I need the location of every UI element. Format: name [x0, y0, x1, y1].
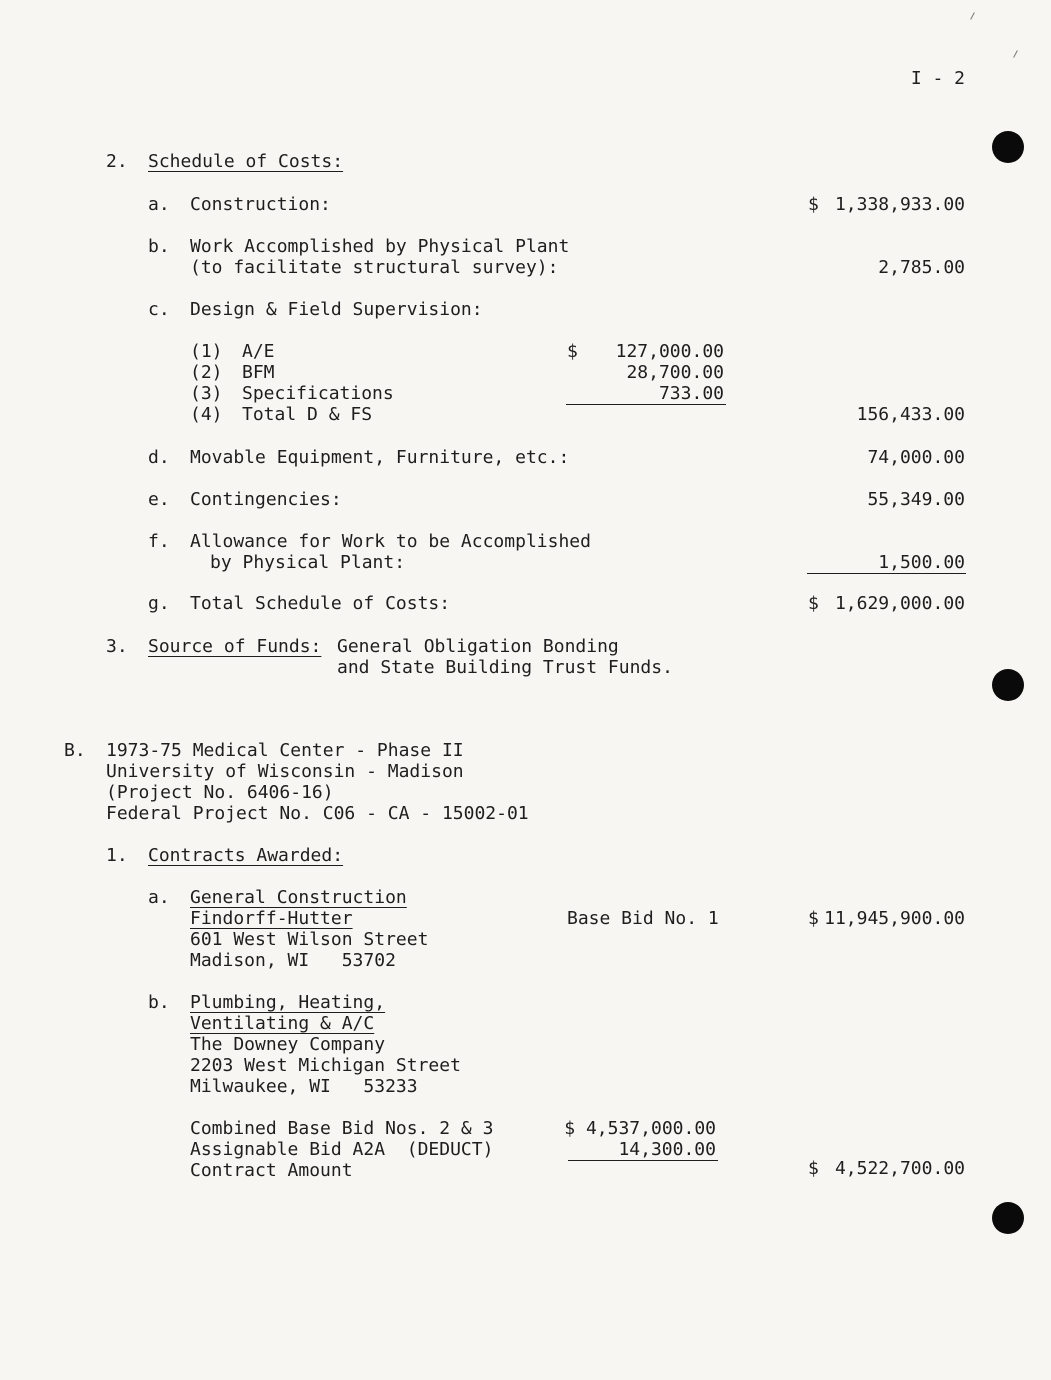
item-label: Movable Equipment, Furniture, etc.:	[190, 447, 570, 468]
item-letter: e.	[148, 489, 170, 510]
subitem-label: BFM	[242, 362, 275, 383]
section-number: 3.	[106, 636, 128, 657]
bid-label: Base Bid No. 1	[567, 908, 719, 929]
contract-category-cont: Ventilating & A/C	[190, 1013, 375, 1034]
subitem-number: (4)	[190, 404, 223, 425]
item-letter: d.	[148, 447, 170, 468]
contract-category: Plumbing, Heating,	[190, 992, 386, 1013]
punch-hole-middle	[992, 669, 1024, 701]
item-label: Allowance for Work to be Accomplished	[190, 531, 591, 552]
funding-source-cont: and State Building Trust Funds.	[337, 657, 673, 678]
section-letter: B.	[64, 740, 86, 761]
bid-label: Assignable Bid A2A (DEDUCT)	[190, 1139, 494, 1160]
federal-project-number: Federal Project No. C06 - CA - 15002-01	[106, 803, 529, 824]
item-amount: 74,000.00	[867, 447, 965, 468]
item-letter: c.	[148, 299, 170, 320]
dollar-sign: $	[808, 593, 819, 614]
item-label: Design & Field Supervision:	[190, 299, 483, 320]
item-letter: a.	[148, 194, 170, 215]
contract-amount: 4,522,700.00	[834, 1158, 965, 1179]
item-amount: 156,433.00	[856, 404, 965, 425]
section-title: Schedule of Costs:	[148, 151, 344, 172]
subitem-amount: 733.00	[658, 383, 724, 404]
stray-mark	[1013, 50, 1018, 58]
project-number: (Project No. 6406-16)	[106, 782, 334, 803]
stray-mark	[970, 12, 975, 20]
item-letter: f.	[148, 531, 170, 552]
item-label-cont: by Physical Plant:	[210, 552, 406, 573]
contractor-city: Madison, WI 53702	[190, 950, 396, 971]
item-amount: 55,349.00	[867, 489, 965, 510]
item-letter: b.	[148, 992, 170, 1013]
subtotal-rule	[566, 404, 726, 405]
bid-amount: 14,300.00	[618, 1139, 716, 1160]
subitem-label: A/E	[242, 341, 275, 362]
item-letter: b.	[148, 236, 170, 257]
subitem-number: (1)	[190, 341, 223, 362]
punch-hole-bottom	[992, 1202, 1024, 1234]
item-label: Work Accomplished by Physical Plant	[190, 236, 570, 257]
dollar-sign: $	[808, 1158, 819, 1179]
item-label-cont: (to facilitate structural survey):	[190, 257, 559, 278]
subitem-number: (3)	[190, 383, 223, 404]
dollar-sign: $	[567, 341, 578, 362]
subtotal-rule	[568, 1160, 718, 1161]
contract-category: General Construction	[190, 887, 407, 908]
section-title: Source of Funds:	[148, 636, 322, 657]
total-amount: 1,629,000.00	[834, 593, 965, 614]
section-number: 1.	[106, 845, 128, 866]
section-title: Contracts Awarded:	[148, 845, 344, 866]
item-label: Contingencies:	[190, 489, 342, 510]
subitem-amount: 127,000.00	[615, 341, 724, 362]
contract-amount: 11,945,900.00	[824, 908, 965, 929]
dollar-sign: $	[808, 194, 819, 215]
item-amount: 2,785.00	[878, 257, 965, 278]
total-rule	[807, 573, 966, 574]
contractor-address: 601 West Wilson Street	[190, 929, 429, 950]
contractor-city: Milwaukee, WI 53233	[190, 1076, 418, 1097]
page-number: I - 2	[910, 68, 965, 89]
project-title: 1973-75 Medical Center - Phase II	[106, 740, 464, 761]
item-letter: a.	[148, 887, 170, 908]
bid-label: Contract Amount	[190, 1160, 353, 1181]
subitem-amount: 28,700.00	[626, 362, 724, 383]
subitem-number: (2)	[190, 362, 223, 383]
bid-label: Combined Base Bid Nos. 2 & 3	[190, 1118, 494, 1139]
punch-hole-top	[992, 131, 1024, 163]
item-label: Construction:	[190, 194, 331, 215]
subitem-label: Specifications	[242, 383, 394, 404]
contractor-address: 2203 West Michigan Street	[190, 1055, 461, 1076]
contractor-name: Findorff-Hutter	[190, 908, 353, 929]
item-letter: g.	[148, 593, 170, 614]
funding-source: General Obligation Bonding	[337, 636, 619, 657]
subitem-label: Total D & FS	[242, 404, 373, 425]
item-amount: 1,338,933.00	[834, 194, 965, 215]
section-number: 2.	[106, 151, 128, 172]
item-label: Total Schedule of Costs:	[190, 593, 451, 614]
item-amount: 1,500.00	[878, 552, 965, 573]
bid-amount: $ 4,537,000.00	[564, 1118, 716, 1139]
dollar-sign: $	[808, 908, 819, 929]
contractor-name: The Downey Company	[190, 1034, 386, 1055]
project-institution: University of Wisconsin - Madison	[106, 761, 464, 782]
